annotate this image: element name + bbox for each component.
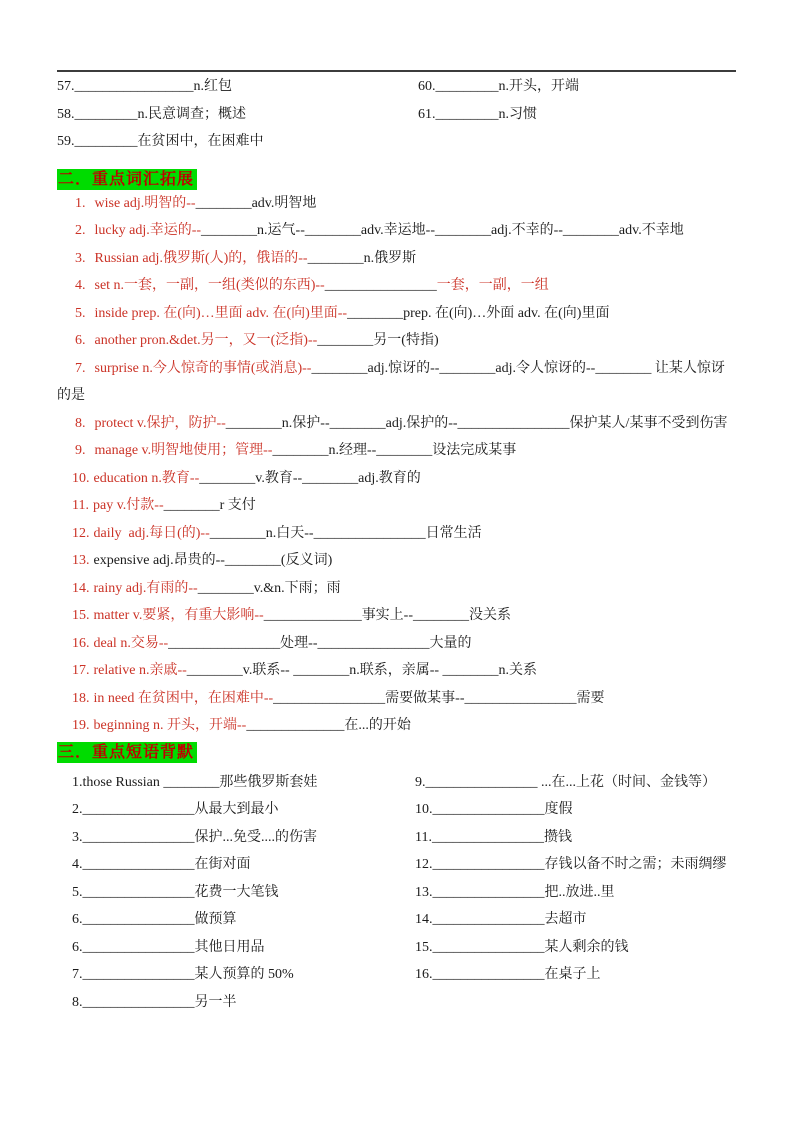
- item-text-red: relative n.亲戚--: [93, 663, 187, 678]
- section3-heading-row: [57, 742, 736, 763]
- item-text-black: ________prep. 在(向)…外面 adv. 在(向)里面: [347, 305, 610, 321]
- item-text-red: matter v.要紧，有重大影响--: [93, 608, 264, 623]
- item-text-red: set n.一套，一副，一组(类似的东西)--: [94, 278, 325, 293]
- section1-vocab-blanks: [57, 73, 736, 156]
- item-text-red: beginning n. 开头，开端--: [93, 718, 247, 733]
- section2-vocab-expansion-list: [57, 190, 736, 740]
- item-text-red: in need 在贫困中，在困难中--: [93, 690, 274, 706]
- vocab-expansion-item: [57, 410, 736, 438]
- vocab-expansion-item: [57, 520, 736, 548]
- item-number: 2.: [75, 223, 86, 238]
- item-text-black: ________________需要做某事--________________需要: [273, 690, 605, 706]
- item-number: 11.: [72, 498, 89, 513]
- item-text-black: ________n.俄罗斯: [307, 250, 417, 266]
- item-text-red: protect v.保护，防护--: [94, 415, 226, 431]
- vocab-expansion-item: [57, 657, 736, 685]
- top-rule: [57, 70, 736, 72]
- item-number: 5.: [75, 305, 86, 321]
- item-text-black: expensive adj.昂贵的--________(反义词): [93, 553, 333, 568]
- item-number: 10.: [72, 470, 90, 486]
- item-number: 19.: [72, 718, 90, 733]
- phrase-item: 14.________________去超市: [415, 912, 587, 927]
- phrase-item: 11.________________攒钱: [415, 829, 572, 845]
- section3-right-column: [415, 769, 736, 1017]
- section3-heading: 三．重点短语背默: [57, 742, 197, 763]
- item-text-red: daily adj.每日(的)--: [93, 525, 210, 541]
- vocab-expansion-item: [57, 327, 736, 355]
- vocab-expansion-item: [57, 492, 736, 520]
- item-number: 1.: [75, 195, 86, 211]
- item-text-red: pay v.付款--: [92, 498, 164, 513]
- phrase-item: 6.________________做预算: [72, 912, 237, 927]
- item-text-black: ________v.&n.下雨；雨: [197, 580, 341, 596]
- phrase-item: 4.________________在街对面: [72, 857, 251, 872]
- item-text-red: manage v.明智地使用；管理--: [94, 443, 273, 458]
- vocab-expansion-item: [57, 465, 736, 493]
- vocab-expansion-item: [57, 547, 736, 575]
- vocab-expansion-item: [57, 712, 736, 740]
- item-text-red: another pron.&det.另一，又一(泛指)--: [94, 333, 318, 348]
- vocab-expansion-item: [57, 272, 736, 300]
- phrase-item: 15.________________某人剩余的钱: [415, 939, 629, 955]
- item-text-black: ______________在...的开始: [246, 718, 411, 733]
- vocab-blank-item: 58._________n.民意调查；概述: [57, 106, 246, 122]
- item-number: 8.: [75, 415, 86, 431]
- vocab-expansion-item: [57, 217, 736, 245]
- item-text-red: deal n.交易--: [93, 635, 169, 651]
- phrase-item: 3.________________保护...免受....的伤害: [72, 829, 317, 845]
- item-text-red: lucky adj.幸运的--: [94, 223, 202, 238]
- vocab-blank-item: 59._________在贫困中，在困难中: [57, 134, 264, 149]
- vocab-expansion-item: [57, 437, 736, 465]
- phrase-item: 7.________________某人预算的 50%: [72, 967, 294, 982]
- vocab-blank-item: 57._________________n.红包: [57, 79, 232, 94]
- item-text-red: education n.教育--: [93, 470, 200, 486]
- section3-left-column: [57, 769, 415, 1017]
- item-text-black: ________v.教育--________adj.教育的: [199, 470, 421, 486]
- phrase-item: 16.________________在桌子上: [415, 967, 601, 982]
- phrase-item: 9.________________ ...在...上花（时间、金钱等）: [415, 774, 716, 790]
- phrase-item: 5.________________花费一大笔钱: [72, 884, 279, 900]
- item-number: 9.: [75, 443, 86, 458]
- phrase-item: 8.________________另一半: [72, 994, 237, 1010]
- vocab-blank-item: 61._________n.习惯: [418, 106, 537, 122]
- phrase-item: 10.________________度假: [415, 802, 573, 817]
- item-text-red: Russian adj.俄罗斯(人)的，俄语的--: [94, 250, 308, 266]
- item-text-black: ________另一(特指): [317, 333, 439, 348]
- item-number: 6.: [75, 333, 86, 348]
- vocab-expansion-item: [57, 630, 736, 658]
- item-text-black: ________adj.惊讶的--________adj.令人惊讶的--________ 让某人惊讶的是: [57, 360, 725, 403]
- item-number: 3.: [75, 250, 86, 266]
- item-text-red: surprise n.今人惊奇的事情(或消息)--: [94, 360, 312, 376]
- item-text-black: ________r 支付: [163, 498, 256, 513]
- item-text-red: inside prep. 在(向)…里面 adv. 在(向)里面--: [94, 305, 348, 321]
- item-text-red: wise adj.明智的--: [94, 195, 196, 211]
- phrase-item: 2.________________从最大到最小: [72, 802, 279, 817]
- section2-heading-row: [57, 169, 736, 190]
- vocab-expansion-item: [57, 602, 736, 630]
- item-number: 7.: [75, 360, 86, 376]
- section1-right-column: [418, 73, 736, 156]
- section3-phrase-list: [57, 769, 736, 1017]
- item-number: 4.: [75, 278, 86, 293]
- item-number: 18.: [72, 690, 90, 706]
- phrase-item: 6.________________其他日用品: [72, 939, 265, 955]
- vocab-expansion-item: [57, 685, 736, 713]
- vocab-expansion-item: [57, 245, 736, 273]
- item-text-red: 一套，一副，一组: [436, 278, 549, 293]
- item-text-black: ________n.白天--________________日常生活: [209, 525, 482, 541]
- item-text-black: ________________: [324, 278, 437, 293]
- item-number: 17.: [72, 663, 90, 678]
- item-text-black: ________n.保护--________adj.保护的--________________保护某人/某事不受到伤害: [225, 415, 728, 431]
- item-number: 15.: [72, 608, 90, 623]
- item-number: 12.: [72, 525, 90, 541]
- vocab-expansion-item: [57, 355, 736, 410]
- item-text-black: ________________处理--________________大量的: [168, 635, 472, 651]
- section1-left-column: [57, 73, 418, 156]
- item-text-black: ________adv.明智地: [195, 195, 317, 211]
- item-text-black: ________n.经理--________设法完成某事: [272, 443, 517, 458]
- item-text-black: ______________事实上--________没关系: [263, 608, 512, 623]
- phrase-item: 12.________________存钱以备不时之需；未雨绸缪: [415, 857, 727, 872]
- item-number: 13.: [72, 553, 90, 568]
- item-text-red: rainy adj.有雨的--: [93, 580, 198, 596]
- vocab-expansion-item: [57, 575, 736, 603]
- vocab-expansion-item: [57, 190, 736, 218]
- section2-heading: 二．重点词汇拓展: [57, 169, 197, 190]
- phrase-item: 13.________________把..放进..里: [415, 884, 615, 900]
- item-number: 14.: [72, 580, 90, 596]
- item-text-black: ________v.联系-- ________n.联系，亲属-- ________n.关系: [186, 663, 538, 678]
- item-number: 16.: [72, 635, 90, 651]
- phrase-item: 1.those Russian ________那些俄罗斯套娃: [72, 774, 318, 790]
- item-text-black: ________n.运气--________adv.幸运地--________adj.不幸的--________adv.不幸地: [201, 223, 684, 238]
- vocab-expansion-item: [57, 300, 736, 328]
- vocab-blank-item: 60._________n.开头，开端: [418, 79, 579, 94]
